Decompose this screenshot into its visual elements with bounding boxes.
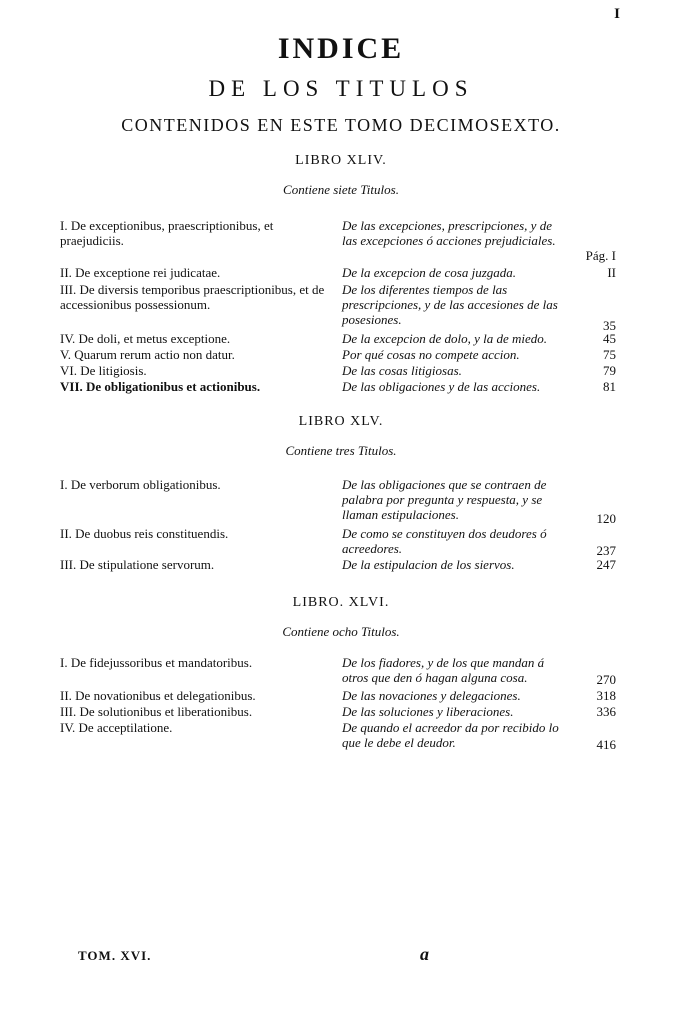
page-number: I bbox=[614, 6, 620, 22]
latin-title: III. De solutionibus et liberationibus. bbox=[60, 704, 253, 719]
latin-title: II. De novationibus et delegationibus. bbox=[60, 688, 256, 703]
page-reference: 75 bbox=[603, 347, 616, 362]
book-title-count: Contiene tres Titulos. bbox=[285, 443, 397, 458]
latin-title: IV. De doli, et metus exceptione. bbox=[60, 331, 231, 346]
page-reference: 318 bbox=[596, 688, 616, 703]
page-reference: 35 bbox=[603, 318, 616, 333]
spanish-title: De las soluciones y liberaciones. bbox=[342, 704, 514, 719]
spanish-title: De la excepcion de dolo, y la de miedo. bbox=[342, 331, 548, 346]
latin-title: II. De duobus reis constituendis. bbox=[60, 526, 229, 541]
spanish-title: De las excepciones, prescripciones, y de las excepciones ó acciones prejudiciales. bbox=[342, 218, 556, 248]
latin-title: I. De fidejussoribus et mandatoribus. bbox=[60, 655, 253, 670]
page-reference: 416 bbox=[596, 737, 616, 752]
page-reference: 120 bbox=[596, 511, 616, 526]
index-subtitle-volume: CONTENIDOS EN ESTE TOMO DECIMOSEXTO. bbox=[121, 115, 561, 135]
index-subtitle: DE LOS TITULOS bbox=[208, 76, 474, 101]
spanish-title: De los diferentes tiempos de las prescripciones, y de las accesiones de las posesiones. bbox=[342, 282, 558, 327]
spanish-title: De las obligaciones que se contraen de palabra por pregunta y respuesta, y se llaman estipulaciones. bbox=[342, 477, 547, 522]
spanish-title: Por qué cosas no compete accion. bbox=[342, 347, 520, 362]
latin-title: II. De exceptione rei judicatae. bbox=[60, 265, 221, 280]
book-heading: LIBRO XLIV. bbox=[295, 153, 387, 168]
signature-mark: a bbox=[420, 944, 429, 964]
page-reference: Pág. I bbox=[585, 248, 616, 263]
volume-footer: TOM. XVI. bbox=[78, 948, 152, 963]
page-reference: 247 bbox=[596, 557, 616, 572]
spanish-title: De quando el acreedor da por recibido lo que le debe el deudor. bbox=[342, 720, 559, 750]
page-reference: 79 bbox=[603, 363, 616, 378]
latin-title: III. De stipulatione servorum. bbox=[60, 557, 215, 572]
book-title-count: Contiene siete Titulos. bbox=[283, 182, 399, 197]
latin-title: IV. De acceptilatione. bbox=[60, 720, 173, 735]
latin-title: VI. De litigiosis. bbox=[60, 363, 147, 378]
book-title-count: Contiene ocho Titulos. bbox=[282, 624, 400, 639]
page-reference: 237 bbox=[596, 543, 616, 558]
page-reference: II bbox=[607, 265, 616, 280]
spanish-title: De como se constituyen dos deudores ó acreedores. bbox=[342, 526, 547, 556]
latin-title: I. De exceptionibus, praescriptionibus, et praejudiciis. bbox=[60, 218, 274, 248]
latin-title: VII. De obligationibus et actionibus. bbox=[60, 379, 261, 394]
spanish-title: De las obligaciones y de las acciones. bbox=[342, 379, 541, 394]
spanish-title: De los fiadores, y de los que mandan á otros que den ó hagan alguna cosa. bbox=[342, 655, 545, 685]
spanish-title: De las novaciones y delegaciones. bbox=[342, 688, 521, 703]
page-reference: 336 bbox=[596, 704, 616, 719]
spanish-title: De la excepcion de cosa juzgada. bbox=[342, 265, 517, 280]
index-title: INDICE bbox=[277, 32, 405, 65]
spanish-title: De las cosas litigiosas. bbox=[342, 363, 462, 378]
book-heading: LIBRO. XLVI. bbox=[292, 595, 390, 610]
page-reference: 45 bbox=[603, 331, 616, 346]
page-reference: 270 bbox=[596, 672, 616, 687]
latin-title: I. De verborum obligationibus. bbox=[60, 477, 221, 492]
page-reference: 81 bbox=[603, 379, 616, 394]
book-heading: LIBRO XLV. bbox=[298, 414, 384, 429]
spanish-title: De la estipulacion de los siervos. bbox=[342, 557, 515, 572]
latin-title: V. Quarum rerum actio non datur. bbox=[60, 347, 235, 362]
latin-title: III. De diversis temporibus praescriptionibus, et de accessionibus possessionum. bbox=[60, 282, 325, 312]
